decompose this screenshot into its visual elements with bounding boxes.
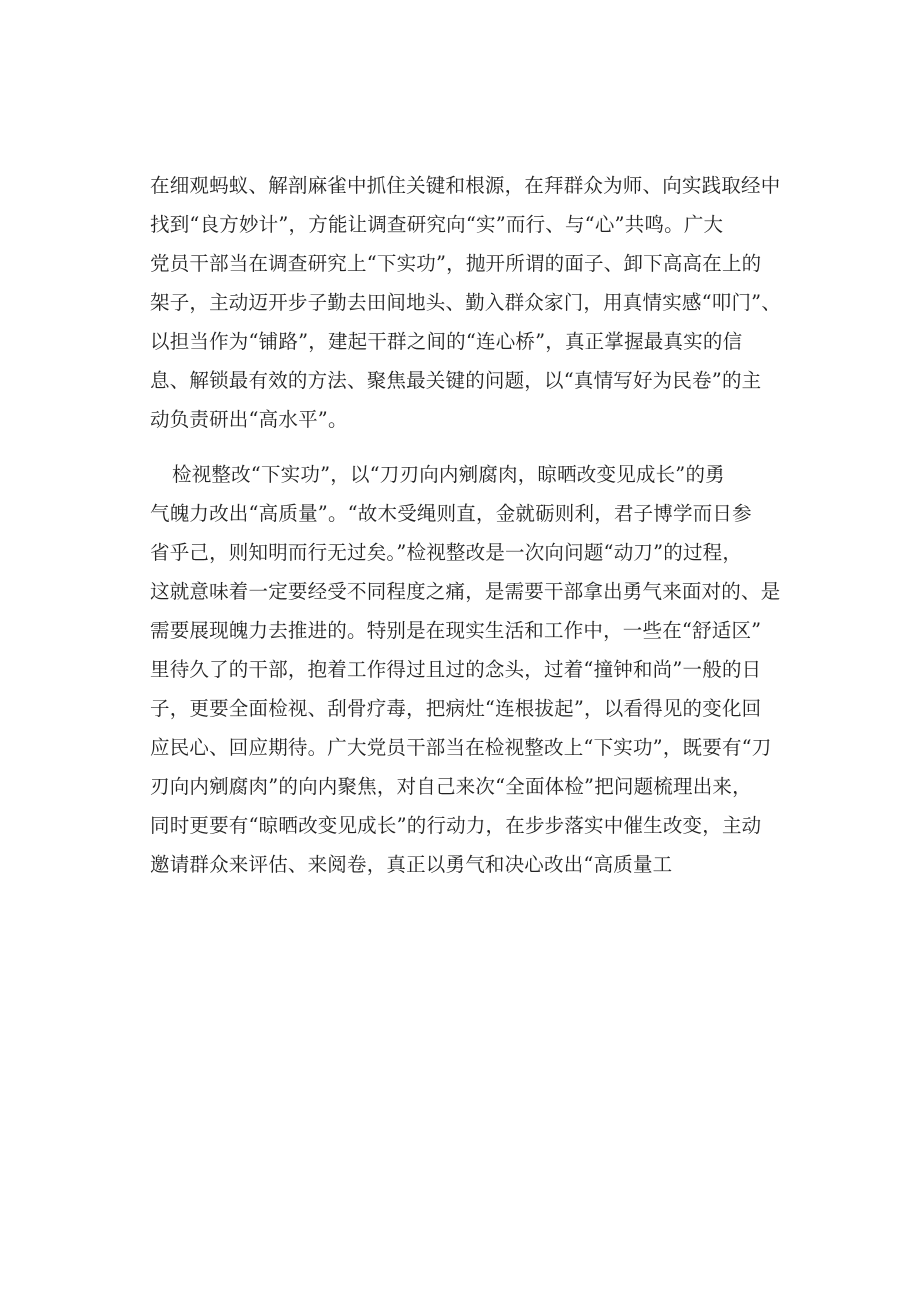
text-line: 邀请群众来评估、来阅卷，真正以勇气和决心改出“高质量工: [150, 853, 673, 876]
text-line: 动负责研出“高水平”。: [150, 408, 348, 431]
document-body: [150, 166, 830, 884]
paragraph-1: [150, 166, 830, 439]
text-line: 子，更要全面检视、刮骨疗毒，把病灶“连根拔起”，以看得见的变化回: [150, 697, 762, 720]
text-line: 里待久了的干部，抱着工作得过且过的念头，过着“撞钟和尚”一般的日: [150, 658, 762, 681]
text-line: 息、解锁最有效的方法、聚焦最关键的问题，以“真情写好为民卷”的主: [150, 369, 762, 392]
text-line: 这就意味着一定要经受不同程度之痛，是需要干部拿出勇气来面对的、是: [150, 580, 781, 603]
text-line: 需要展现魄力去推进的。特别是在现实生活和工作中，一些在“舒适区”: [150, 619, 762, 642]
text-line: 气魄力改出“高质量”。“故木受绳则直，金就砺则利，君子博学而日参: [150, 502, 752, 525]
text-line: 刃向内剜腐肉”的向内聚焦，对自己来次“全面体检”把问题梳理出来，: [150, 775, 752, 798]
text-line: 架子，主动迈开步子勤去田间地头、勤入群众家门，用真情实感“叩门”、: [150, 291, 782, 314]
text-line: 党员干部当在调查研究上“下实功”，抛开所谓的面子、卸下高高在上的: [150, 252, 762, 275]
text-line: 同时更要有“晾晒改变见成长”的行动力，在步步落实中催生改变，主动: [150, 814, 762, 837]
text-line: 以担当作为“铺路”，建起干群之间的“连心桥”，真正掌握最真实的信: [150, 330, 743, 353]
text-line: 省乎己，则知明而行无过矣。”检视整改是一次向问题“动刀”的过程，: [150, 541, 743, 564]
paragraph-spacer: [150, 439, 830, 455]
paragraph-2: [150, 455, 830, 884]
text-line: 应民心、回应期待。广大党员干部当在检视整改上“下实功”，既要有“刀: [150, 736, 772, 759]
text-line: 在细观蚂蚁、解剖麻雀中抓住关键和根源，在拜群众为师、向实践取经中: [150, 174, 781, 197]
text-line: 找到“良方妙计”，方能让调查研究向“实”而行、与“心”共鸣。广大: [150, 213, 724, 236]
text-line: 检视整改“下实功”，以“刀刃向内剜腐肉，晾晒改变见成长”的勇: [172, 463, 725, 486]
